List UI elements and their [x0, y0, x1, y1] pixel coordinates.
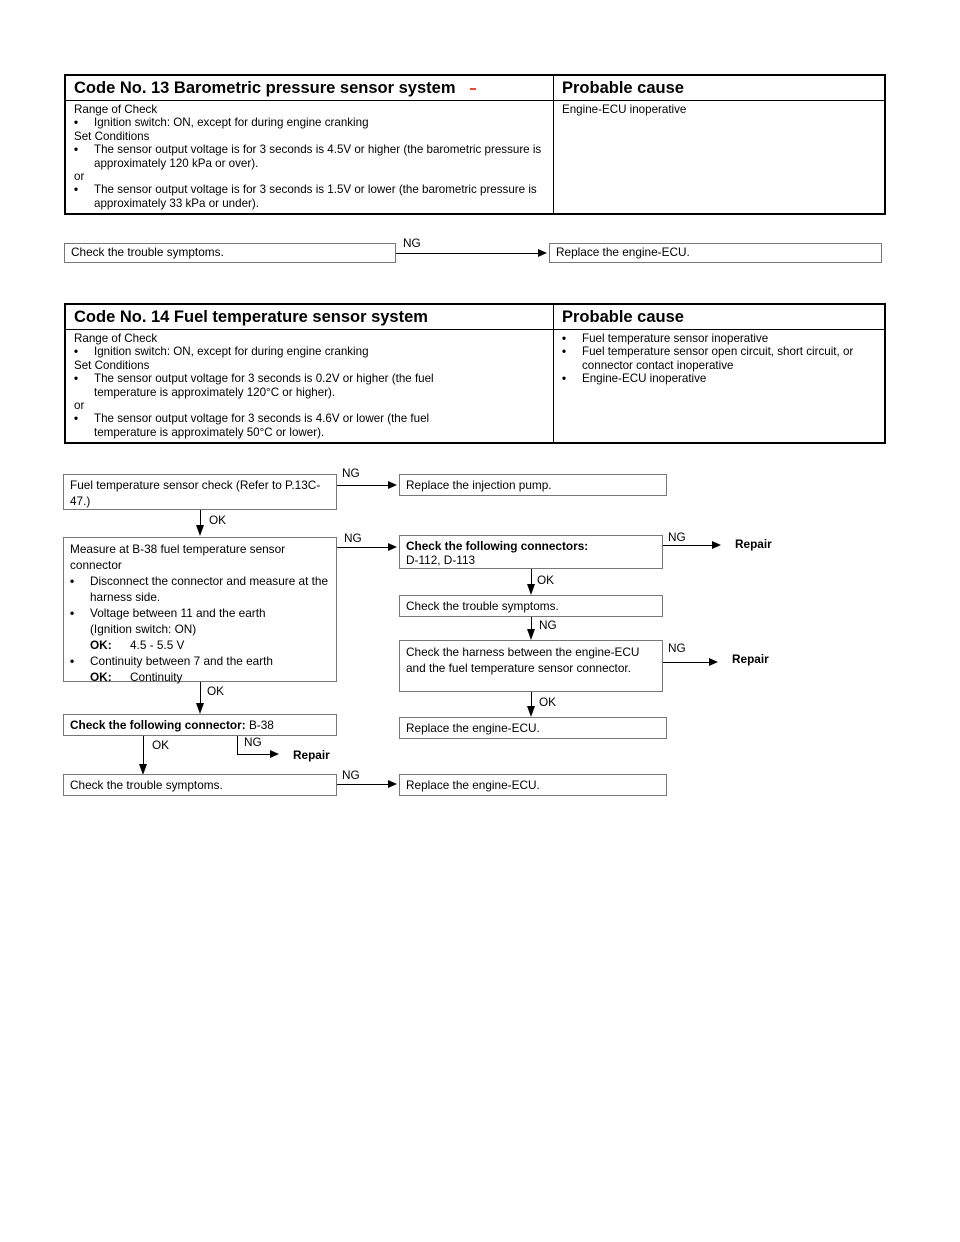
set-label: Set Conditions [74, 129, 150, 143]
harness-ng-label: NG [668, 641, 686, 655]
harness-ok-label: OK [539, 695, 557, 709]
bullet-icon: • [70, 654, 75, 668]
bullet-icon: • [74, 116, 79, 130]
ok-key: OK: [90, 670, 112, 684]
code14-cause-header: Probable cause [562, 308, 684, 326]
flow13-ng-line [396, 253, 544, 254]
bullet-icon: • [74, 143, 79, 157]
code13-cause-header: Probable cause [562, 79, 684, 97]
conn-ok-line [531, 569, 532, 584]
final-check-box: Check the trouble symptoms. [63, 774, 337, 796]
conn-ng-line [663, 545, 717, 546]
measure-step: Disconnect the connector and measure at the harness side. [90, 574, 329, 604]
arrow-right-icon [709, 658, 718, 666]
code13-table [64, 74, 886, 215]
arrow-right-icon [388, 481, 397, 489]
set-item: The sensor output voltage for 3 seconds is 4.6V or lower (the fuel temperature is approximately 50°C or lower). [94, 412, 430, 439]
repair-label: Repair [293, 748, 330, 762]
cause-item: Engine-ECU inoperative [562, 103, 687, 116]
replace-pump-box: Replace the injection pump. [399, 474, 667, 496]
ok-line [200, 510, 201, 525]
arrow-down-icon [527, 629, 535, 640]
or-label: or [74, 399, 85, 413]
code13-title: Code No. 13 Barometric pressure sensor system [66, 76, 554, 100]
code14-table [64, 303, 886, 444]
b38-ok-label: OK [152, 738, 170, 752]
bullet-icon: • [562, 332, 567, 345]
conn-ok-label: OK [537, 573, 555, 587]
connectors-title: Check the following connectors: [406, 539, 589, 553]
measure-ng-line [337, 547, 394, 548]
bullet-icon: • [74, 372, 79, 386]
b38-ng-label: NG [244, 735, 262, 749]
flow13-check-box: Check the trouble symptoms. [64, 243, 396, 263]
b38-ng-vline [237, 736, 238, 754]
cause-item: Fuel temperature sensor inoperative [582, 332, 769, 345]
b38-ok-line [143, 736, 144, 764]
code14-conditions [66, 330, 554, 442]
code14-causes [554, 330, 884, 442]
repair-label: Repair [732, 652, 769, 666]
fuel-sensor-check-box: Fuel temperature sensor check (Refer to P.13C-47.) [63, 474, 337, 510]
final-replace-box: Replace the engine-ECU. [399, 774, 667, 796]
measure-title: Measure at B-38 fuel temperature sensor connector [70, 542, 286, 572]
arrow-down-icon [196, 703, 204, 714]
arrow-right-icon [388, 780, 397, 788]
set-item: The sensor output voltage for 3 seconds is 0.2V or higher (the fuel temperature is approximately 120°C or higher). [94, 372, 434, 399]
bullet-icon: • [74, 183, 79, 197]
bullet-icon: • [74, 345, 79, 359]
harness-ng-line [663, 662, 714, 663]
measure-ok-label: OK [207, 684, 225, 698]
bullet-icon: • [562, 372, 567, 386]
trouble-ng-label: NG [539, 618, 557, 632]
cause-item: Engine-ECU inoperative [582, 372, 707, 386]
flow13-ng-label: NG [403, 236, 421, 250]
code13-conditions [66, 101, 554, 213]
bullet-icon: • [70, 574, 75, 588]
arrow-right-icon [538, 249, 547, 257]
connectors-list: D-112, D-113 [406, 553, 476, 567]
set-item: The sensor output voltage is for 3 seconds is 4.5V or higher (the barometric pressure is approximately 120 kPa or over). [94, 143, 542, 170]
replace-ecu-box: Replace the engine-ECU. [399, 717, 667, 739]
measure-ok-line [200, 682, 201, 703]
ok-value: Continuity [130, 670, 183, 684]
ok-key: OK: [90, 638, 112, 652]
range-label: Range of Check [74, 332, 158, 345]
bullet-icon: • [562, 345, 567, 359]
arrow-right-icon [388, 543, 397, 551]
set-item: The sensor output voltage is for 3 seconds is 1.5V or lower (the barometric pressure is approximately 33 kPa or under). [94, 183, 537, 210]
arrow-down-icon [196, 525, 204, 536]
conn-ng-label: NG [668, 530, 686, 544]
measure-step: Continuity between 7 and the earth [90, 654, 273, 668]
step1-ng-line [337, 485, 394, 486]
arrow-right-icon [270, 750, 279, 758]
step1-ng-label: NG [342, 466, 360, 480]
arrow-down-icon [527, 584, 535, 595]
connectors-check-box [399, 535, 663, 569]
measure-ng-label: NG [344, 531, 362, 545]
b38-connector-box [63, 714, 337, 736]
measure-step: Voltage between 11 and the earth [90, 606, 266, 620]
or-label: or [74, 170, 85, 184]
b38-title: Check the following connector: [70, 718, 246, 732]
bullet-icon: • [74, 412, 79, 426]
range-label: Range of Check [74, 103, 158, 116]
measure-note: (Ignition switch: ON) [90, 622, 197, 636]
bullet-icon: • [70, 606, 75, 620]
range-item: Ignition switch: ON, except for during engine cranking [94, 116, 369, 130]
trouble-check-box: Check the trouble symptoms. [399, 595, 663, 617]
range-item: Ignition switch: ON, except for during engine cranking [94, 345, 369, 359]
arrow-down-icon [527, 706, 535, 717]
ok-label: OK [209, 513, 227, 527]
code14-title: Code No. 14 Fuel temperature sensor system [66, 305, 554, 329]
harness-ok-line [531, 692, 532, 706]
repair-label: Repair [735, 537, 772, 551]
harness-check-box: Check the harness between the engine-ECU and the fuel temperature sensor connector. [399, 640, 663, 692]
set-label: Set Conditions [74, 358, 150, 372]
trouble-ng-line [531, 617, 532, 629]
code13-causes [554, 101, 884, 213]
ok-value: 4.5 - 5.5 V [130, 638, 185, 652]
final-ng-line [337, 784, 394, 785]
cause-item: Fuel temperature sensor open circuit, short circuit, or connector contact inoperative [582, 345, 854, 372]
flow13-replace-box: Replace the engine-ECU. [549, 243, 882, 263]
measure-box [63, 537, 337, 682]
arrow-right-icon [712, 541, 721, 549]
b38-value: B-38 [248, 718, 274, 732]
final-ng-label: NG [342, 768, 360, 782]
